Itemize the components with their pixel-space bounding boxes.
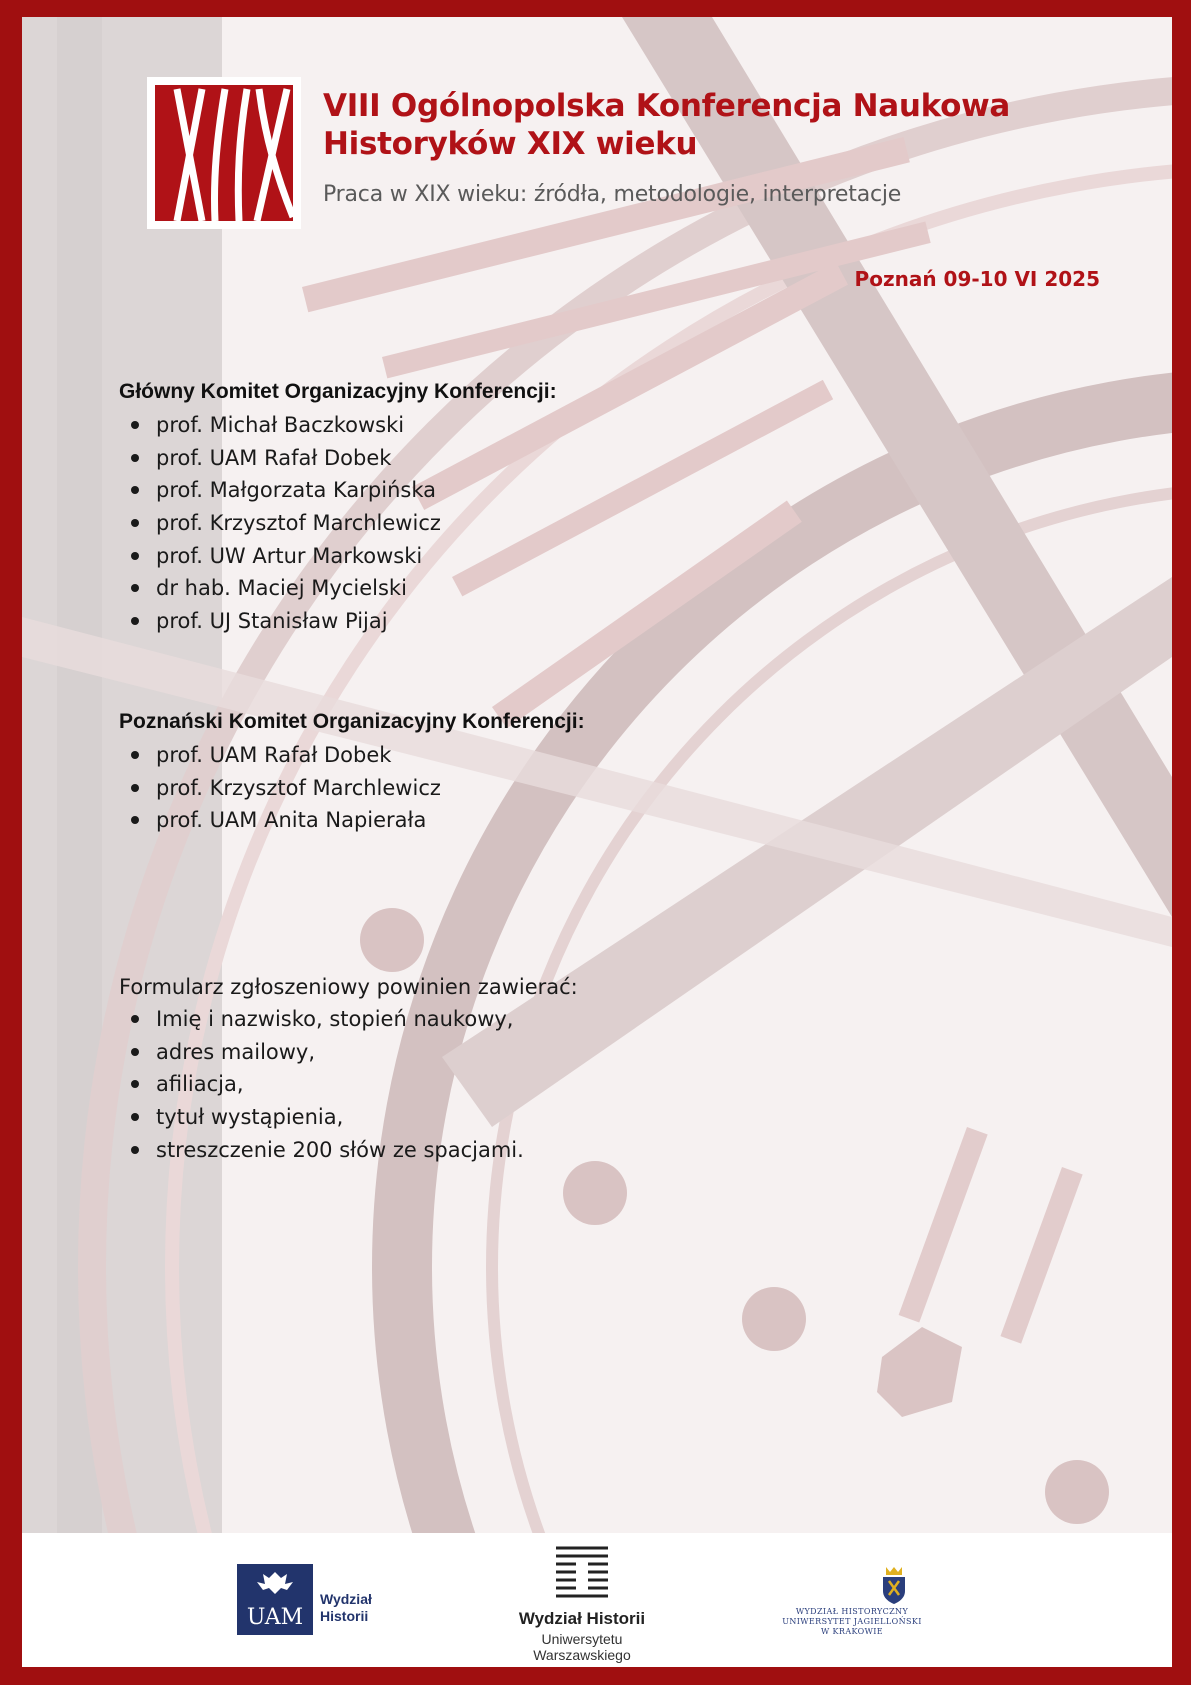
uam-label [320,1591,372,1625]
uj-label-line2: UNIWERSYTET JAGIELLOŃSKI [782,1617,922,1626]
main-committee-title: Główny Komitet Organizacyjny Konferencji: [119,380,557,403]
poznan-committee-list [126,740,441,838]
list-item: adres mailowy, [126,1037,524,1070]
list-item: prof. UAM Anita Napierała [126,805,441,838]
list-item: prof. Krzysztof Marchlewicz [126,773,441,806]
conference-logo [147,77,301,229]
poster-sheet [22,17,1172,1667]
uam-mark-text: UAM [246,1605,304,1630]
uw-book-icon [552,1544,612,1600]
list-item: prof. UJ Stanisław Pijaj [126,606,441,639]
poznan-committee-title: Poznański Komitet Organizacyjny Konferencji: [119,710,585,733]
list-item: dr hab. Maciej Mycielski [126,573,441,606]
uw-label-line2: Uniwersytetu Warszawskiego [533,1631,631,1663]
list-item: prof. UAM Rafał Dobek [126,740,441,773]
list-item: afiliacja, [126,1069,524,1102]
list-item: prof. Michał Baczkowski [126,410,441,443]
conference-date: Poznań 09-10 VI 2025 [854,267,1100,291]
uj-crest-icon [880,1565,908,1605]
uam-logo [237,1564,313,1635]
conference-title-line1: VIII Ogólnopolska Konferencja Naukowa [323,88,1011,124]
uam-label-line1: Wydział [320,1591,372,1607]
uj-label-line1: WYDZIAŁ HISTORYCZNY [795,1607,909,1616]
main-committee-list [126,410,441,639]
list-item: streszczenie 200 słów ze spacjami. [126,1135,524,1168]
conference-subtitle: Praca w XIX wieku: źródła, metodologie, interpretacje [323,182,902,207]
list-item: prof. Małgorzata Karpińska [126,475,441,508]
list-item: Imię i nazwisko, stopień naukowy, [126,1004,524,1037]
conference-title [323,87,1010,163]
uj-label [767,1607,937,1637]
conference-title-line2: Historyków XIX wieku [323,126,698,162]
form-title: Formularz zgłoszeniowy powinien zawierać: [119,975,578,999]
uam-label-line2: Historii [320,1608,369,1624]
list-item: prof. Krzysztof Marchlewicz [126,508,441,541]
uj-label-line3: W KRAKOWIE [820,1627,884,1636]
uw-label-line1: Wydział Historii [518,1609,646,1628]
form-items-list [126,1004,524,1167]
list-item: prof. UAM Rafał Dobek [126,443,441,476]
list-item: tytuł wystąpienia, [126,1102,524,1135]
list-item: prof. UW Artur Markowski [126,541,441,574]
